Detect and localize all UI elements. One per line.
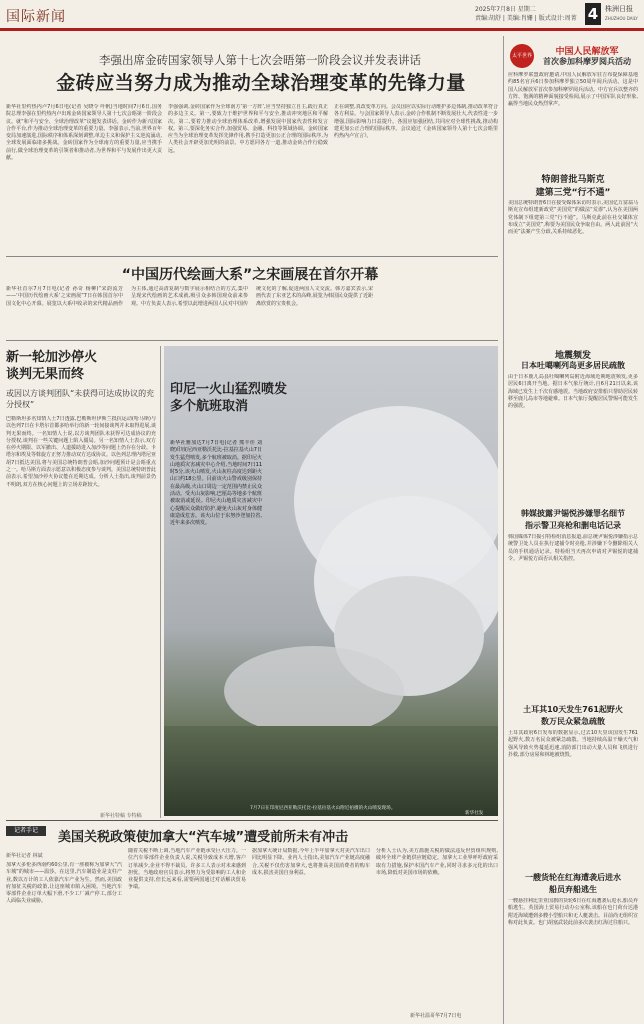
lead-column-3: 正在调整,真改变革方向。会员国应以实际行动维护多边体制,推动改革符合各方利益。与会国家领导人表示,金砖合作机制不断发展壮大,代表性进一步增强,国际影响力日益提升。各国应加强团结,共同应对全球性挑战,推动构建更加公正合理的国际秩序。会议通过《金砖国家领导人第十七次会晤里约热内卢宣言》。 (334, 104, 498, 140)
commentary-dateline: 新华社温哥华7月7日电 (410, 1013, 462, 1019)
sidebar-6-title-line-1: 一艘货轮在红海遭袭后进水 (525, 873, 621, 882)
lead-title: 金砖应当努力成为推动全球治理变革的先锋力量 (56, 72, 466, 94)
sidebar-1-body: 应科摩罗联盟政府邀请,中国人民解放军驻吉布提保障基地约85名官兵6日参加科摩罗独立50周年阅兵活动。这是中国人民解放军首次参加科摩罗阅兵活动。中方官兵以整齐的方阵、饱满的精神面貌接受检阅,展示了中国军队良好形象,赢得当地民众热烈掌声。 (508, 72, 638, 108)
commentary-column-3: 据加拿大统计局数据,今年上半年加拿大对美汽车出口同比明显下降。业内人士指出,美加汽车产业链高度融合,关税不仅伤害加拿大,也将推高美国消费者的购车成本,损害美国自身利益。 (252, 848, 370, 876)
sidebar-2-title-line-2: 建第三党“行不通” (535, 188, 611, 198)
sidebar-2-title-line-1: 特朗普批马斯克 (541, 175, 605, 185)
divider (6, 256, 498, 257)
header-rule (0, 28, 644, 31)
paper-name-en: ZHUZHOU DAILY (605, 16, 638, 21)
editor-credits: 责编:胡舒 | 美编:肖姗 | 版式设计:周菁 (475, 15, 577, 22)
sidebar-5-title-line-2: 数万民众紧急疏散 (541, 717, 605, 726)
sidebar-3-title-line-1: 地震频发 (554, 351, 591, 361)
commentary-title: 美国关税政策使加拿大“汽车城”遭受前所未有冲击 (58, 830, 349, 845)
sidebar-1-title-line-2: 首次参加科摩罗阅兵活动 (543, 57, 631, 66)
sidebar-5-body: 土耳其政府6日发布的数据显示,过去10天里该国发生761起野火,数万名民众被紧急疏散。当地持续高温干燥天气和强风导致火势蔓延迅速,消防部门出动大量人员和飞机进行扑救,部分房屋和林地被烧毁。 (508, 730, 638, 758)
sidebar-4-body: 韩国媒体7日援引特检组消息报道,前总统尹锡悦涉嫌指示总统警卫处人员在执行逮捕令时亮枪,并涉嫌下令删除相关人员的手机通话记录。特检组当天再次申请对尹锡悦的逮捕令。尹锡悦方面否认相关指控。 (508, 534, 638, 562)
sidebar (508, 40, 638, 1020)
sidebar-2-body: 美国总统特朗普6日在接受媒体采访时表示,美国亿万富翁马斯克宣布组建新政党“美国党”的做法“荒谬”,认为在美国两党体制下组建第三党“行不通”。马斯克此前在社交媒体宣布成立“美国党”,称要为美国民众争取自由。两人此前因“大而美”法案产生分歧,关系持续恶化。 (508, 200, 638, 236)
issue-date: 2025年7月8日 星期二 (475, 6, 536, 13)
gaza-headline-line-2: 谈判无果而终 (6, 367, 85, 382)
sidebar-6-title-line-2: 船员弃船逃生 (549, 885, 597, 894)
volcano-headline-line-2: 多个航班取消 (170, 399, 249, 414)
sidebar-logo-icon: 太平世界 (510, 44, 534, 68)
lead-column-1: 新华社里约热内卢7月6日电(记者 吴晓令 叶帆)当地时间7月6日,国务院总理李强在里约热内卢出席金砖国家领导人第十七次会晤第一阶段会议。就“和平与安全、全球治理改革”议题发表讲话。金砖作为新兴国家合作平台,作为推动全球治理变革的重要力量。李强表示,当前,世界百年变局加速演进,国际秩序和体系深刻调整,单边主义和保护主义逆流涌动,全球发展面临诸多挑战。金砖国家作为全球南方的重要力量,应当携手前行,做全球治理变革的引领者和推动者,为世界和平与发展作出更大贡献。 (6, 104, 162, 162)
commentary-byline: 新华社记者 林斌 (6, 853, 43, 859)
sidebar-3-body: 由于日本鹿儿岛县吐噶喇列岛附近海域近期地震频发,更多居民6日离开当地。据日本气象厅统计,自6月21日以来,该海域已发生上千次有感地震。当地政府安排船只帮助居民转移至鹿儿岛市等地避难。日本气象厅提醒居民警惕可能发生的强震。 (508, 374, 638, 410)
gaza-headline-line-1: 新一轮加沙停火 (6, 350, 98, 365)
sidebar-4-title-line-1: 韩媒披露尹锡悦涉嫌罪名细节 (521, 509, 625, 518)
divider (6, 340, 498, 341)
volcano-body: 新华社雅加达7月7日电(记者 熊丰佳 刘晓)印度尼西亚勒沃托比-拉基拉基火山7日发生猛烈喷发,多个航班被取消。据印尼火山地质灾害减灾中心介绍,当地时间7日11时5分,该火山喷发,火山灰柱高度达到距火山口约18公里。目前该火山警戒级别保持在最高级,火山口周边一定范围内禁止民众活动。受火山灰影响,巴厘岛等地多个航班被取消或延误。印尼火山地质灾害减灾中心提醒民众做好防护,避免火山灰对身体健康造成危害。该火山位于东努沙登加拉省,近年来多次喷发。 (170, 440, 262, 527)
sidebar-6-body: 一艘悬挂利比里亚国旗的货轮6日在红海遭袭后进水,船员弃船逃生。英国海上贸易行动办公室称,该船在也门荷台达港附近海域遭到多艘小型船只和无人艇袭击。目前尚无组织宣称对此负责。也门胡塞武装此前多次袭击红海过往船只。 (508, 898, 638, 926)
sidebar-3-title-line-2: 日本吐噶喇列岛更多居民疏散 (521, 361, 625, 370)
commentary-column-2: 随着关税不断上调,当地汽车产业链承受巨大压力。一位汽车零部件企业负责人说,关税导致成本大增,客户订单减少,企业不得不裁员。许多工人表示对未来感到担忧。当地政府官员表示,将努力为受影响的工人和企业提供支持,但长远来看,需要两国通过对话解决贸易争端。 (128, 848, 246, 891)
commentary-column-4: 分析人士认为,美方滥施关税的做法违反世贸组织规则,破坏全球产业链供应链稳定。加拿大工业界呼吁政府采取有力措施,保护本国汽车产业,同时寻求多元化的出口市场,降低对美国市场的依赖。 (376, 848, 498, 876)
masthead (0, 0, 644, 36)
paper-name: 株洲日报 (605, 5, 633, 13)
lead-column-2: 李强强调,金砖国家作为全球南方‘第一方阵’,应当坚持独立自主,践行真正的多边主义。第一,要致力于维护世界和平与安全,推动冲突地区和平解决。第二,要着力推动全球治理体系改革,增强发展中国家代表性和发言权。第三,要深化务实合作,加强贸易、金融、科技等领域协调。金砖国家应当为全球治理变革发挥先锋作用,携手打造更加公正合理的国际秩序,为人类社会开辟更加光明的前景。中方愿同各方一道,推动金砖合作行稳致远。 (168, 104, 328, 154)
art-body: 新华社首尔7月7日电(记者 孙奇 杨柳)“宋韵流芳——‘中国历代绘画大系’之宋画展”7日在韩国首尔中国文化中心开幕。展览以大系中收录的宋代精品画作为主体,通过高清复制与数字展示相结合的方式,集中呈现宋代绘画的艺术成就,吸引众多韩国观众前来参观。中方负责人表示,希望以此增进两国人民对中国传统文化的了解,促进两国人文交流。韩方嘉宾表示,宋画代表了东亚艺术的高峰,展览为韩国民众提供了近距离欣赏的宝贵机会。 (6, 286, 373, 307)
gaza-byline: 新华社特稿 专特稿 (100, 813, 142, 819)
volcano-credit: 新华社发 (465, 811, 484, 816)
sidebar-1-title-line-1: 中国人民解放军 (555, 47, 619, 57)
art-title: “中国历代绘画大系”之宋画展在首尔开幕 (121, 267, 379, 283)
gaza-body: 巴勒斯坦多名知情人士7日透露,巴勒斯坦伊斯兰抵抗运动(哈马斯)与以色列7日在卡塔尔首都多哈举行的新一轮间接谈判并未取得进展,谈判无果而终。一名知情人士说,以方谈判团队未获得可达成协议的充分授权,谈判在一些关键问题上陷入僵局。另一名知情人士表示,双方在停火期限、以军撤出、人道援助进入加沙等问题上仍存在分歧。卡塔尔和埃及等斡旋方正努力推动双方达成协议。以色列总理内塔尼亚胡7日抵达美国,将与美国总统特朗普会晤,加沙问题预计是会晤重点之一。哈马斯方面表示愿意以积极态度参与谈判。美国总统特朗普此前表示,希望加沙停火协议能在近期达成。分析人士指出,谈判前景仍不明朗,双方在核心问题上的立场差距较大。 (6, 416, 156, 488)
column-rule (160, 346, 161, 818)
divider (6, 820, 498, 821)
section-title: 国际新闻 (6, 9, 66, 25)
sidebar-4-title-line-2: 指示警卫亮枪和删电话记录 (525, 521, 621, 530)
volcano-caption: 7月7日在印度尼西亚勒沃托比-拉基拉基火山附近拍摄的火山喷发现场。 (250, 806, 396, 811)
page-number: 4 (585, 3, 601, 25)
sidebar-5-title-line-1: 土耳其10天发生761起野火 (523, 705, 623, 714)
sidebar-rule (503, 36, 504, 1024)
commentary-label: 记者手记 (6, 826, 46, 836)
commentary-column-1: 加拿大多伦多西南约60公里,有一座被称为加拿大“汽车城”的城市——温莎。在这里,汽车制造业是支柱产业,数以万计的工人依靠汽车产业为生。然而,美国政府加征关税的政策,让这座城市陷入困境。当地汽车零部件企业订单大幅下滑,不少工厂减产停工,部分工人面临失业威胁。 (6, 862, 122, 905)
volcano-headline-line-1: 印尼一火山猛烈喷发 (170, 382, 288, 397)
lead-subtitle: 李强出席金砖国家领导人第十七次会晤第一阶段会议并发表讲话 (99, 53, 421, 67)
gaza-subhead: 或因以方谈判团队“未获得可达成协议的充分授权” (6, 389, 155, 409)
